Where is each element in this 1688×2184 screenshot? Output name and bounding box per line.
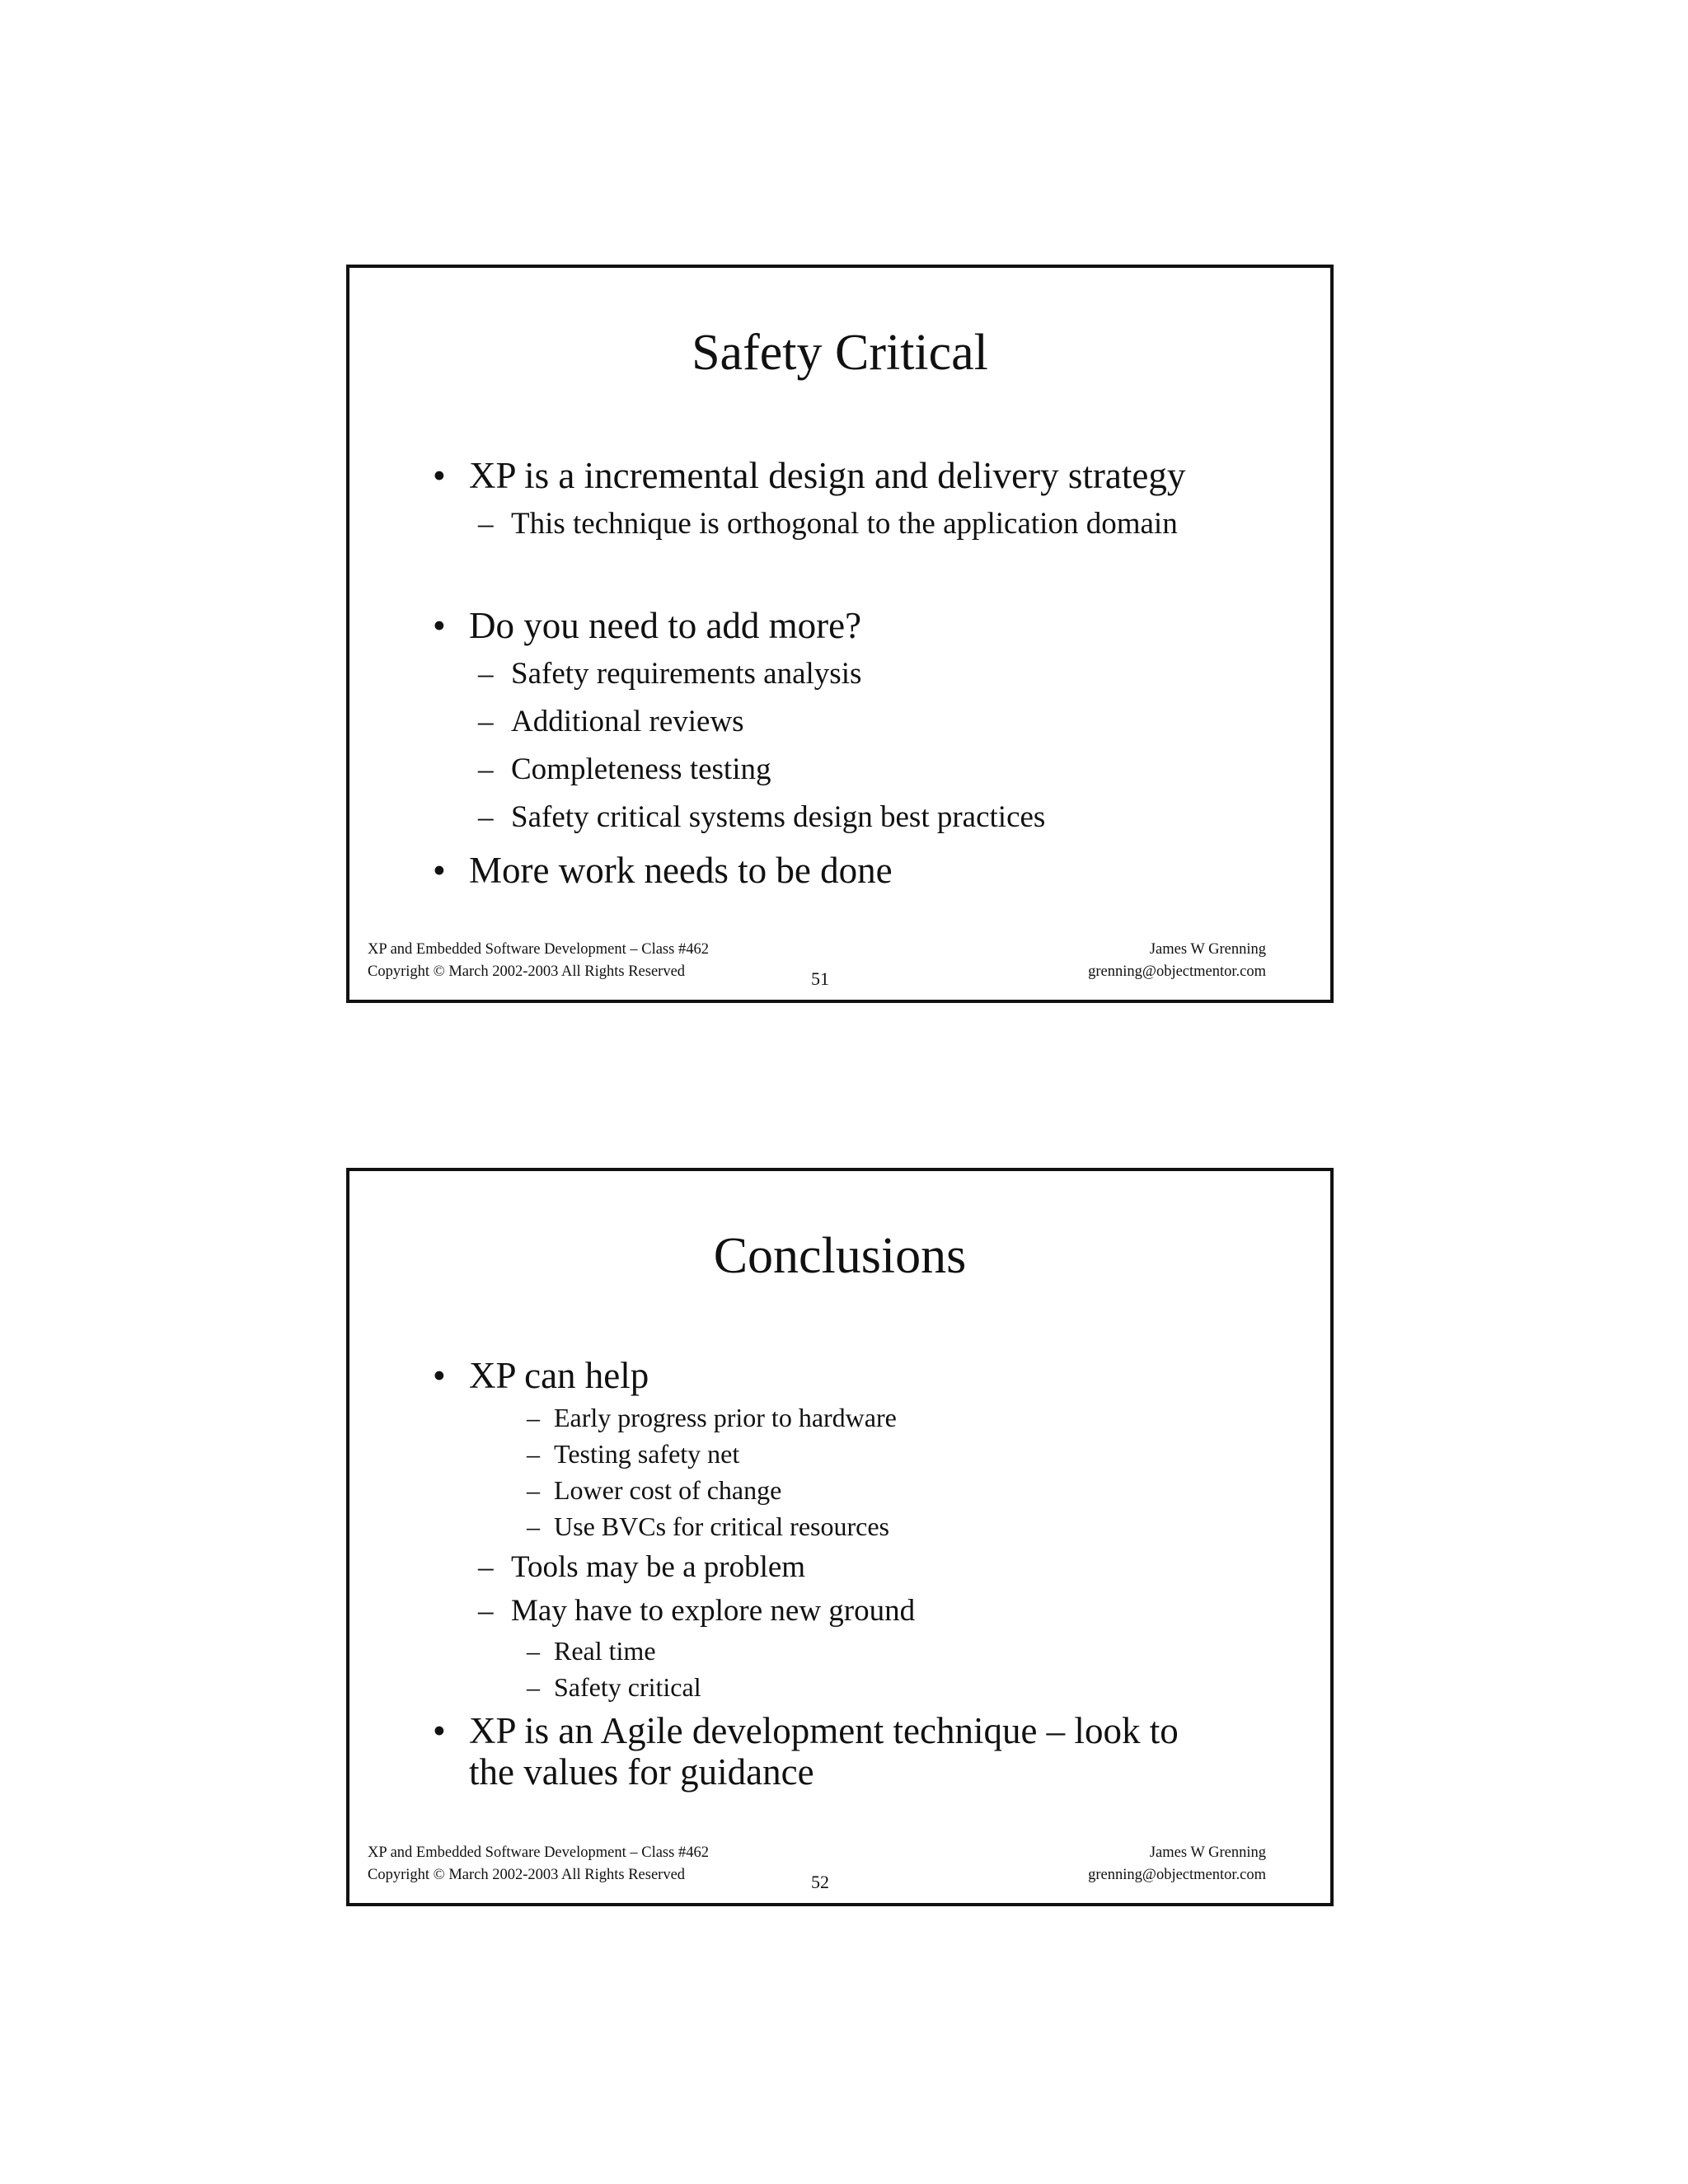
footer-author: James W Grenning bbox=[1149, 941, 1266, 958]
sub-bullet-item bbox=[478, 705, 744, 738]
bullet-item bbox=[433, 1355, 649, 1396]
bullet-text: XP can help bbox=[469, 1355, 649, 1396]
dash-marker: – bbox=[478, 657, 494, 691]
sub-bullet-text: Safety critical systems design best practices bbox=[511, 800, 1046, 834]
sub-bullet-item bbox=[478, 752, 771, 786]
bullet-text: Do you need to add more? bbox=[469, 605, 862, 646]
dash-marker: – bbox=[527, 1511, 540, 1541]
sub-bullet-item bbox=[478, 800, 1046, 834]
bullet-text: the values for guidance bbox=[469, 1751, 814, 1793]
footer-course: XP and Embedded Software Development – Class #462 bbox=[368, 941, 709, 958]
sub-sub-bullet-item bbox=[527, 1511, 889, 1541]
bullet-marker: • bbox=[433, 1710, 446, 1751]
footer-right bbox=[1088, 1842, 1266, 1886]
sub-sub-bullet-text: Testing safety net bbox=[554, 1439, 740, 1469]
sub-sub-bullet-text: Early progress prior to hardware bbox=[554, 1403, 897, 1432]
dash-marker: – bbox=[478, 705, 494, 738]
bullet-marker: • bbox=[433, 605, 446, 646]
footer-email: grenning@objectmentor.com bbox=[1088, 1867, 1266, 1883]
footer-left bbox=[368, 939, 709, 983]
sub-bullet-item bbox=[478, 507, 1178, 541]
sub-sub-bullet-item bbox=[527, 1636, 656, 1666]
sub-bullet-item bbox=[478, 1550, 806, 1584]
dash-marker: – bbox=[478, 1594, 494, 1628]
sub-bullet-text: Safety requirements analysis bbox=[511, 657, 862, 691]
bullet-item bbox=[433, 605, 862, 646]
dash-marker: – bbox=[478, 507, 494, 541]
dash-marker: – bbox=[527, 1672, 540, 1702]
sub-sub-bullet-text: Safety critical bbox=[554, 1672, 701, 1702]
sub-sub-bullet-item bbox=[527, 1403, 897, 1432]
sub-bullet-item bbox=[478, 1594, 916, 1628]
dash-marker: – bbox=[478, 1550, 494, 1584]
bullet-marker: • bbox=[433, 455, 446, 496]
slide-conclusions bbox=[346, 1168, 1334, 1906]
dash-marker: – bbox=[527, 1439, 540, 1469]
sub-bullet-text: Completeness testing bbox=[511, 752, 771, 786]
dash-marker: – bbox=[478, 800, 494, 834]
footer-copyright: Copyright © March 2002-2003 All Rights Reserved bbox=[368, 1867, 686, 1883]
slide-title: Conclusions bbox=[713, 1228, 967, 1284]
sub-sub-bullet-item bbox=[527, 1475, 782, 1505]
footer-right bbox=[1088, 939, 1266, 983]
bullet-item bbox=[433, 850, 893, 891]
bullet-marker: • bbox=[433, 850, 446, 891]
bullet-text: XP is a incremental design and delivery strategy bbox=[469, 455, 1186, 496]
slide-title: Safety Critical bbox=[692, 325, 988, 381]
dash-marker: – bbox=[527, 1475, 540, 1505]
sub-sub-bullet-text: Lower cost of change bbox=[554, 1475, 782, 1505]
bullet-marker: • bbox=[433, 1355, 446, 1396]
bullet-item bbox=[433, 455, 1186, 496]
page-number: 52 bbox=[811, 1872, 829, 1892]
sub-bullet-text: May have to explore new ground bbox=[511, 1594, 916, 1628]
sub-sub-bullet-text: Real time bbox=[554, 1636, 656, 1666]
sub-sub-bullet-text: Use BVCs for critical resources bbox=[554, 1511, 889, 1541]
sub-bullet-text: Tools may be a problem bbox=[511, 1550, 806, 1584]
sub-sub-bullet-item bbox=[527, 1439, 740, 1469]
sub-sub-bullet-item bbox=[527, 1672, 701, 1702]
bullet-continuation bbox=[469, 1751, 814, 1793]
dash-marker: – bbox=[527, 1403, 540, 1432]
bullet-item bbox=[433, 1710, 1179, 1751]
slide-safety-critical bbox=[346, 265, 1334, 1003]
footer-author: James W Grenning bbox=[1149, 1844, 1266, 1861]
footer-copyright: Copyright © March 2002-2003 All Rights Reserved bbox=[368, 963, 686, 980]
bullet-text: More work needs to be done bbox=[469, 850, 893, 891]
footer-course: XP and Embedded Software Development – Class #462 bbox=[368, 1844, 709, 1861]
footer-email: grenning@objectmentor.com bbox=[1088, 963, 1266, 980]
dash-marker: – bbox=[527, 1636, 540, 1666]
footer-left bbox=[368, 1842, 709, 1886]
sub-bullet-text: Additional reviews bbox=[511, 705, 744, 738]
sub-bullet-text: This technique is orthogonal to the application domain bbox=[511, 507, 1178, 541]
bullet-text: XP is an Agile development technique – look to bbox=[469, 1710, 1179, 1751]
page-number: 51 bbox=[811, 968, 829, 989]
dash-marker: – bbox=[478, 752, 494, 786]
sub-bullet-item bbox=[478, 657, 862, 691]
